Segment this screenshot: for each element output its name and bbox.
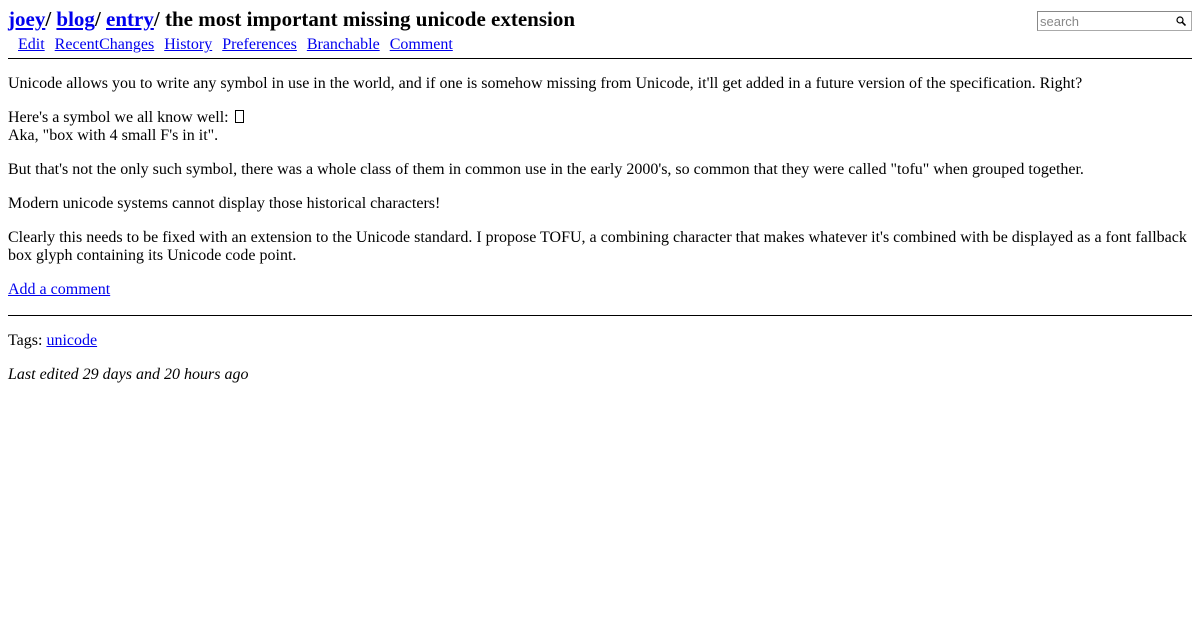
page-title xyxy=(8,4,575,34)
tags-label: Tags: xyxy=(8,332,47,349)
entry-title: the most important missing unicode extension xyxy=(164,7,576,31)
action-history[interactable]: History xyxy=(164,36,213,53)
breadcrumb-separator: / xyxy=(94,7,101,31)
tag-unicode[interactable]: unicode xyxy=(46,332,98,349)
last-edited: Last edited 29 days and 20 hours ago xyxy=(8,366,249,383)
add-comment-link[interactable]: Add a comment xyxy=(8,281,111,298)
tofu-box-icon xyxy=(235,110,244,123)
action-branchable[interactable]: Branchable xyxy=(306,36,380,53)
search-input[interactable] xyxy=(1038,12,1167,30)
footer-divider xyxy=(8,315,1192,316)
breadcrumb-separator: / xyxy=(45,7,52,31)
action-edit[interactable]: Edit xyxy=(18,36,45,53)
action-recentchanges[interactable]: RecentChanges xyxy=(54,36,155,53)
breadcrumb-blog[interactable]: blog xyxy=(56,7,95,31)
action-comment[interactable]: Comment xyxy=(389,36,453,53)
paragraph-symbol xyxy=(8,109,1192,127)
paragraph-tofu-class: But that's not the only such symbol, there was a whole class of them in common use in the early 2000's, so common that they were called "tofu" when grouped together. xyxy=(8,161,1084,178)
action-preferences[interactable]: Preferences xyxy=(222,36,297,53)
breadcrumb-joey[interactable]: joey xyxy=(8,7,46,31)
search-box xyxy=(1037,11,1192,31)
breadcrumb-separator: / xyxy=(153,7,160,31)
page-header xyxy=(8,0,1192,59)
paragraph-modern-systems: Modern unicode systems cannot display those historical characters! xyxy=(8,195,441,212)
paragraph-aka: Aka, "box with 4 small F's in it". xyxy=(8,127,219,144)
search-icon[interactable] xyxy=(1176,16,1186,26)
entry-content xyxy=(8,59,1192,299)
page-footer xyxy=(8,332,1192,384)
breadcrumb-entry[interactable]: entry xyxy=(106,7,154,31)
tags-row xyxy=(8,332,1192,350)
paragraph-intro: Unicode allows you to write any symbol in use in the world, and if one is somehow missing from Unicode, it'll get added in a future version of the specification. Right? xyxy=(8,75,1083,92)
paragraph-proposal: Clearly this needs to be fixed with an extension to the Unicode standard. I propose TOFU, a combining character that makes whatever it's combined with be displayed as a font fallback box glyph containing its Unicode code point. xyxy=(8,229,1187,264)
symbol-intro-text: Here's a symbol we all know well: xyxy=(8,109,233,126)
add-comment-row xyxy=(8,281,1192,299)
action-bar xyxy=(18,36,459,54)
